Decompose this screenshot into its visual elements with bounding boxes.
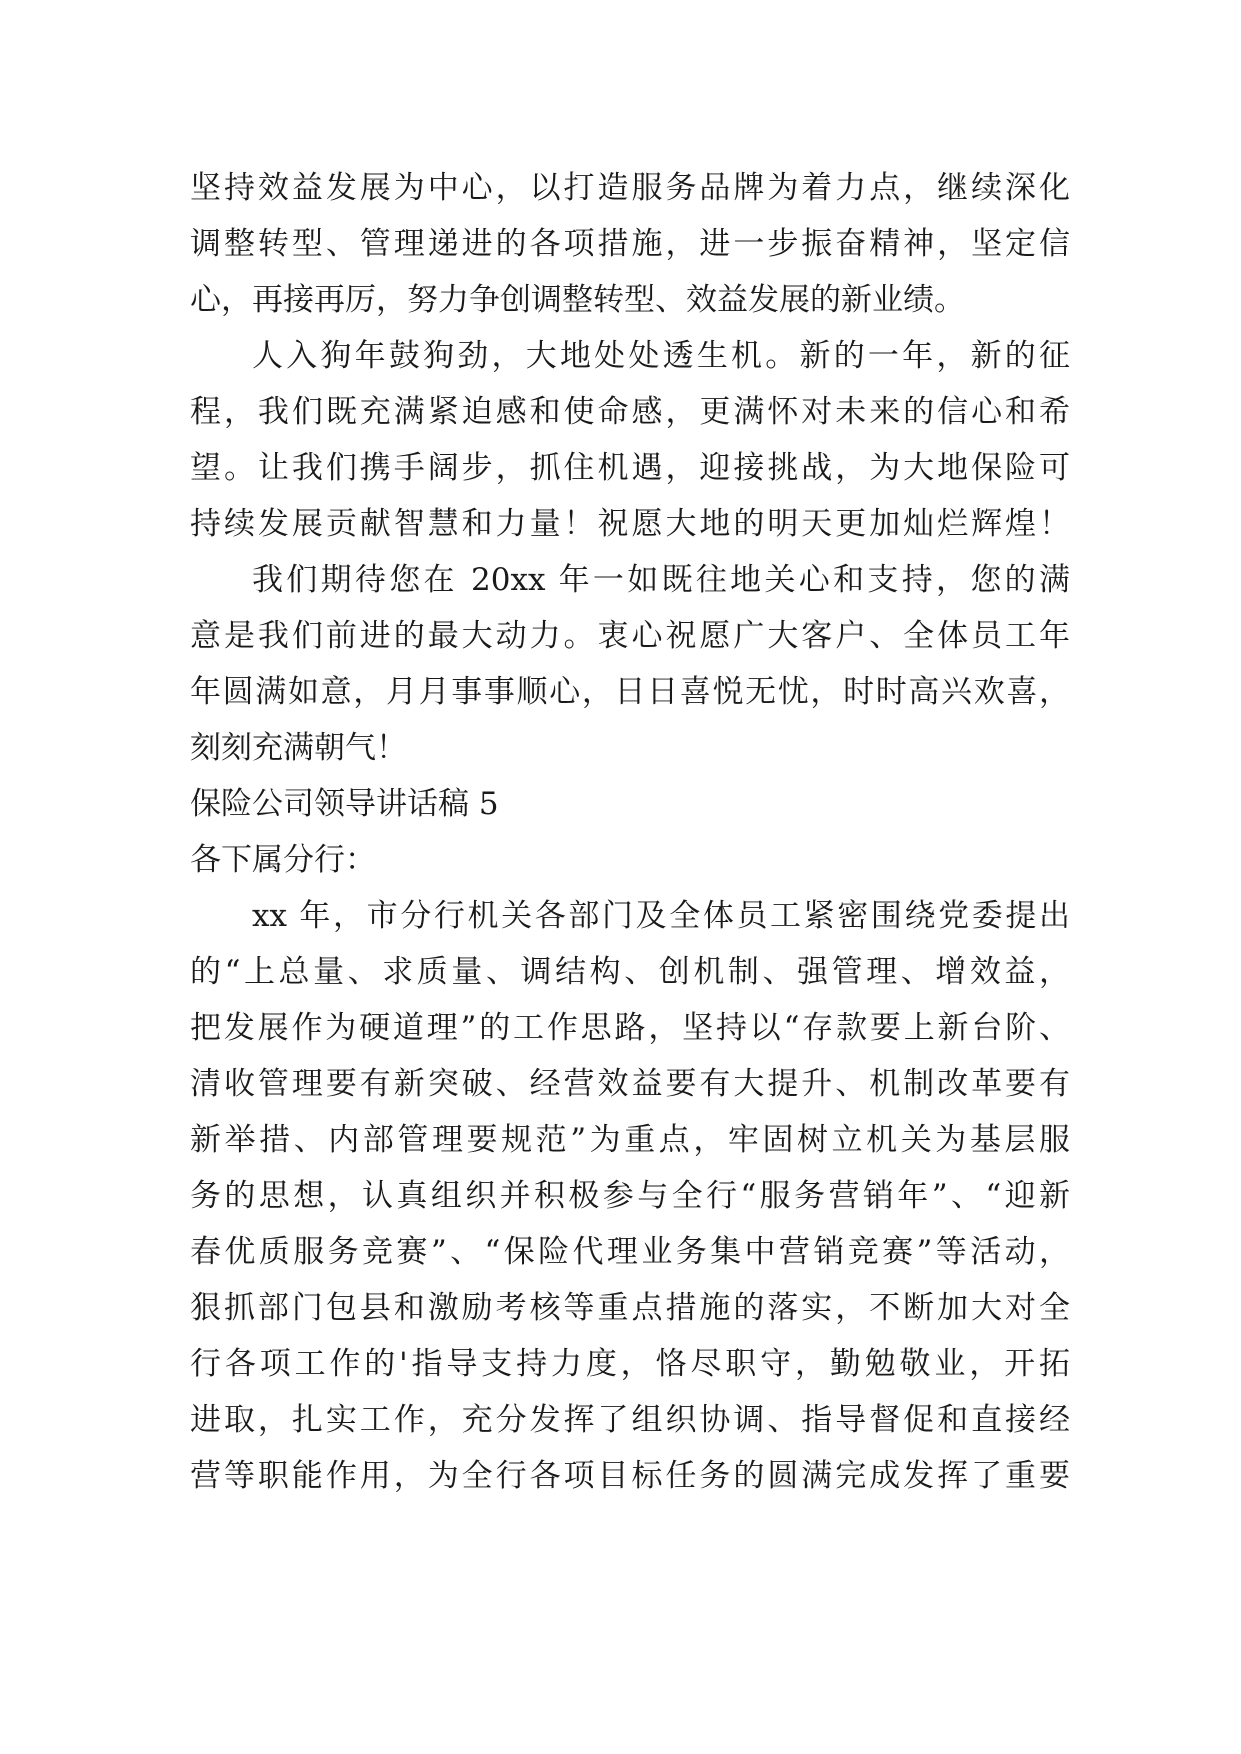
text-line: 行各项工作的'指导支持力度，恪尽职守，勤勉敬业，开拓 [190, 1346, 1070, 1382]
text-line: 望。让我们携手阔步，抓住机遇，迎接挑战，为大地保险可 [190, 450, 1070, 486]
section-title: 保险公司领导讲话稿 5 [190, 786, 499, 822]
text-line: 狠抓部门包县和激励考核等重点措施的落实，不断加大对全 [190, 1290, 1070, 1326]
text-line: 把发展作为硬道理”的工作思路，坚持以“存款要上新台阶、 [190, 1010, 1070, 1046]
text-line: 新举措、内部管理要规范”为重点，牢固树立机关为基层服 [190, 1122, 1070, 1158]
text-line: 持续发展贡献智慧和力量！祝愿大地的明天更加灿烂辉煌！ [190, 506, 1070, 542]
text-line: 人入狗年鼓狗劲，大地处处透生机。新的一年，新的征 [252, 338, 1070, 374]
text-line: 刻刻充满朝气！ [190, 730, 407, 766]
salutation: 各下属分行： [190, 842, 376, 878]
paragraph-annual-review [190, 888, 1070, 1504]
text-line: 调整转型、管理递进的各项措施，进一步振奋精神，坚定信 [190, 226, 1070, 262]
text-line: 年圆满如意，月月事事顺心，日日喜悦无忧，时时高兴欢喜， [190, 674, 1070, 710]
text-line: 意是我们前进的最大动力。衷心祝愿广大客户、全体员工年 [190, 618, 1070, 654]
paragraph-closing-goals [190, 160, 1070, 328]
text-line: 我们期待您在 20xx 年一如既往地关心和支持，您的满 [252, 562, 1070, 598]
text-line: 坚持效益发展为中心，以打造服务品牌为着力点，继续深化 [190, 170, 1070, 206]
text-line: 心，再接再厉，努力争创调整转型、效益发展的新业绩。 [190, 282, 965, 318]
text-line: 营等职能作用，为全行各项目标任务的圆满完成发挥了重要 [190, 1458, 1070, 1494]
text-line: 的“上总量、求质量、调结构、创机制、强管理、增效益， [190, 954, 1070, 990]
paragraph-new-year [190, 328, 1070, 552]
text-line: 务的思想，认真组织并积极参与全行“服务营销年”、“迎新 [190, 1178, 1070, 1214]
text-line: 程，我们既充满紧迫感和使命感，更满怀对未来的信心和希 [190, 394, 1070, 430]
text-line: 春优质服务竞赛”、“保险代理业务集中营销竞赛”等活动， [190, 1234, 1070, 1270]
document-body [190, 160, 1070, 1504]
text-line: xx 年，市分行机关各部门及全体员工紧密围绕党委提出 [252, 898, 1070, 934]
text-line: 清收管理要有新突破、经营效益要有大提升、机制改革要有 [190, 1066, 1070, 1102]
paragraph-wishes [190, 552, 1070, 776]
text-line: 进取，扎实工作，充分发挥了组织协调、指导督促和直接经 [190, 1402, 1070, 1438]
